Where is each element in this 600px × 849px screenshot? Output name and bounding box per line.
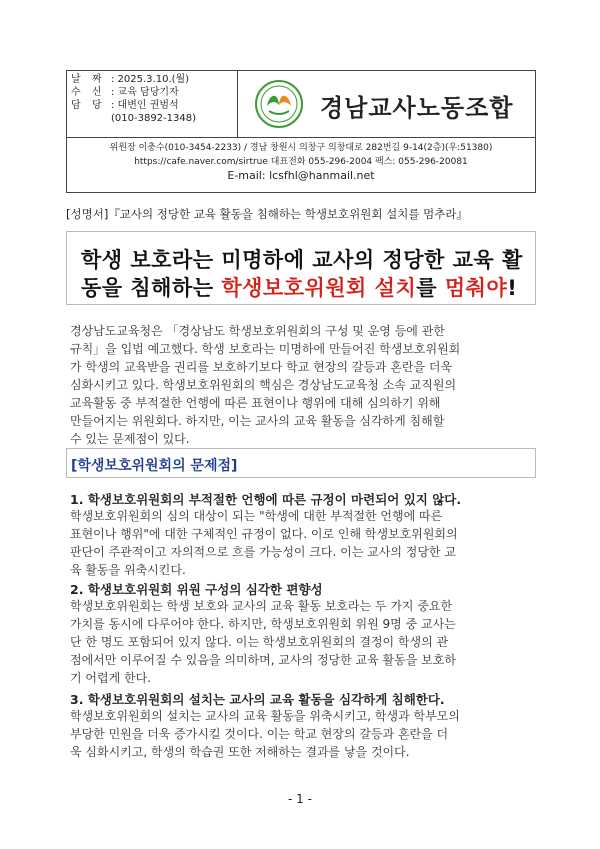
press-meta <box>67 71 238 137</box>
item-heading-2: 2. 학생보호위원회 위원 구성의 심각한 편향성 <box>70 582 323 597</box>
headline-highlight-2: 멈춰야 <box>444 276 508 300</box>
headline-line-2: 동을 침해하는 학생보호위원회 설치를 멈춰야! <box>81 276 518 300</box>
item-body-2: 학생보호위원회는 학생 보호와 교사의 교육 활동 보호라는 두 가지 중요한 가치를 동시에 다루어야 한다. 하지만, 학생보호위원회 위원 9명 중 교사는 단 한 명도 포함되어 있지 않다. 이는 학생보호위원회의 결정이 학생의 관 점에서만 이루어질 수 있음을 의미하며, 교사의 정당한 교육 활동을 보호하 기 어렵게 한다. <box>70 599 456 685</box>
intro-paragraph: 경상남도교육청은 「경상남도 학생보호위원회의 구성 및 운영 등에 관한 규칙」을 입법 예고했다. 학생 보호라는 미명하에 만들어진 학생보호위원회 가 학생의 교육받을 권리를 보호하기보다 학교 현장의 갈등과 혼란을 더욱 심화시키고 있다. 학생보호위원회의 핵심은 경상남도교육청 소속 교직원의 교육활동 중 부적절한 언행에 따른 표현이나 행위에 대해 심의하기 위해 만들어지는 위원회다. 하지만, 이는 교사의 교육 활동을 심각하게 침해할 수 있는 문제점이 있다. <box>70 324 461 446</box>
org-name: 경남교사노동조합 <box>320 94 514 122</box>
meta-contact-person: 담 당 : 대변인 권범석 <box>71 100 179 111</box>
logo-area <box>238 71 535 137</box>
meta-phone: (010-3892-1348) <box>111 113 197 124</box>
headline-highlight-1: 학생보호위원회 설치 <box>221 276 417 300</box>
meta-recipient: 수 신 : 교육 담당기자 <box>71 87 179 98</box>
contact-info <box>67 137 535 194</box>
item-heading-1: 1. 학생보호위원회의 부적절한 언행에 따른 규정이 마련되어 있지 않다. <box>70 492 462 507</box>
page-number: - 1 - <box>288 792 312 806</box>
headline-line-1: 학생 보호라는 미명하에 교사의 정당한 교육 활 <box>81 248 523 272</box>
headline-box <box>66 231 536 305</box>
contact-line-phone: https://cafe.naver.com/sirtrue 대표전화 055-296-2004 팩스: 055-296-20081 <box>134 157 468 167</box>
section-title: [학생보호위원회의 문제점] <box>66 448 536 478</box>
item-heading-3: 3. 학생보호위원회의 설치는 교사의 교육 활동을 심각하게 침해한다. <box>70 692 445 707</box>
meta-date: 날 짜 : 2025.3.10.(월) <box>71 74 190 85</box>
item-body-3: 학생보호위원회의 설치는 교사의 교육 활동을 위축시키고, 학생과 학부모의 부당한 민원을 더욱 증가시킬 것이다. 이는 학교 현장의 갈등과 혼란을 더 욱 심화시키고, 학생의 학습권 또한 저해하는 결과를 낳을 것이다. <box>70 709 460 759</box>
statement-title: [성명서]『교사의 정당한 교육 활동을 침해하는 학생보호위원회 설치를 멈추라』 <box>66 207 468 221</box>
item-body-1: 학생보호위원회의 심의 대상이 되는 "학생에 대한 부적절한 언행에 따른 표현이나 행위"에 대한 구체적인 규정이 없다. 이로 인해 학생보호위원회의 판단이 주관적이고 자의적으로 흐를 가능성이 크다. 이는 교사의 정당한 교 육 활동을 위축시킨다. <box>70 509 458 577</box>
union-logo-icon <box>254 79 304 129</box>
contact-email: E-mail: lcsfhl@hanmail.net <box>227 169 375 182</box>
press-header <box>66 70 536 193</box>
contact-line-address: 위원장 이충수(010-3454-2233) / 경남 창원시 의창구 의창대로 282번길 9-14(2층)(우:51380) <box>109 143 493 153</box>
